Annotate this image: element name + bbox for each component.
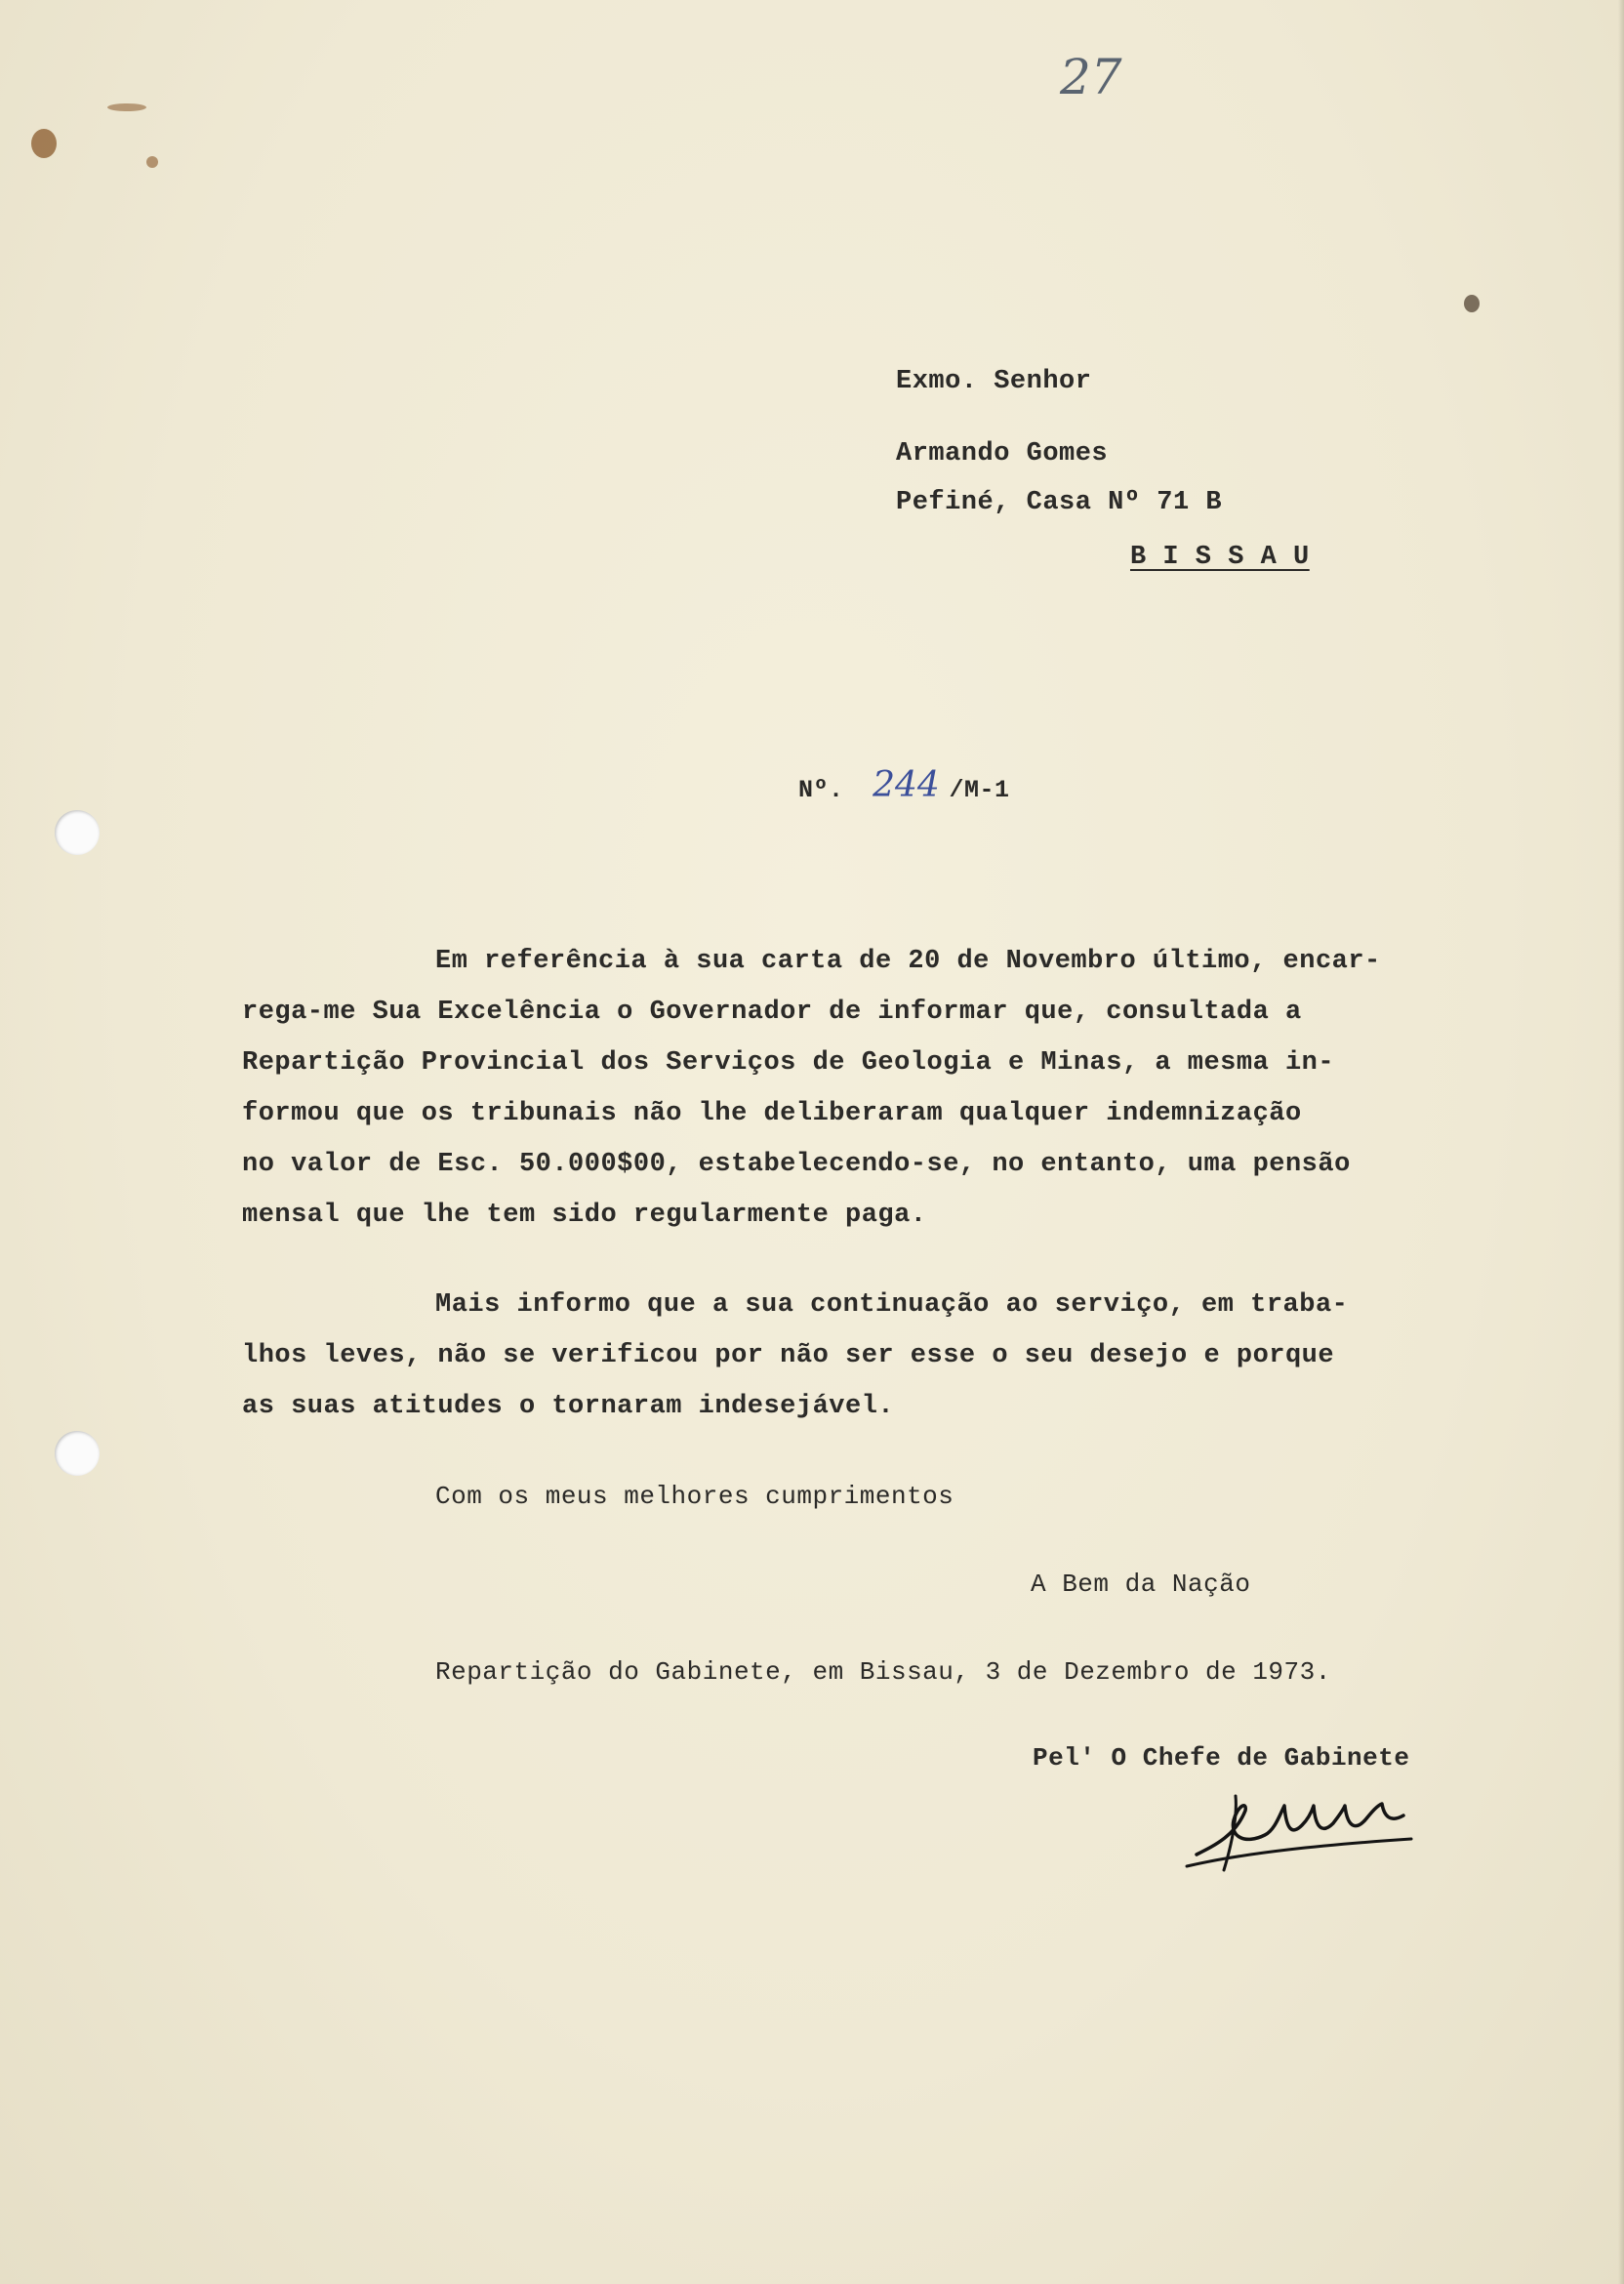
salutation: Exmo. Senhor [896, 367, 1092, 396]
reference-suffix: /M-1 [949, 776, 1010, 804]
punch-hole [55, 810, 100, 855]
paragraph-2-line-3: as suas atitudes o tornaram indesejável. [242, 1392, 895, 1421]
paragraph-2-line-2: lhos leves, não se verificou por não ser esse o seu desejo e porque [242, 1341, 1335, 1370]
rust-stain [1464, 295, 1480, 312]
reference-number: 244 [873, 765, 940, 805]
rust-stain [107, 103, 146, 111]
paragraph-2-line-1: Mais informo que a sua continuação ao serviço, em traba- [435, 1290, 1349, 1320]
closing: Com os meus melhores cumprimentos [435, 1482, 954, 1511]
place-date: Repartição do Gabinete, em Bissau, 3 de Dezembro de 1973. [435, 1657, 1331, 1687]
reference-prefix: Nº. [798, 776, 844, 804]
paragraph-1-line-1: Em referência à sua carta de 20 de Novembro último, encar- [435, 947, 1381, 976]
recipient-city: B I S S A U [1130, 543, 1310, 572]
signature-image [1177, 1776, 1431, 1884]
rust-stain [146, 156, 158, 168]
page-number: 27 [1060, 49, 1122, 105]
reference-line [798, 765, 1009, 805]
recipient-name: Armando Gomes [896, 439, 1109, 469]
recipient-address: Pefiné, Casa Nº 71 B [896, 488, 1223, 517]
paragraph-1-line-2: rega-me Sua Excelência o Governador de informar que, consultada a [242, 998, 1302, 1027]
punch-hole [55, 1431, 100, 1476]
signatory: Pel' O Chefe de Gabinete [1033, 1743, 1410, 1773]
paragraph-1-line-4: formou que os tribunais não lhe deliberaram qualquer indemnização [242, 1099, 1302, 1128]
motto: A Bem da Nação [1031, 1570, 1251, 1599]
paragraph-1-line-6: mensal que lhe tem sido regularmente paga. [242, 1201, 927, 1230]
paragraph-1-line-3: Repartição Provincial dos Serviços de Geologia e Minas, a mesma in- [242, 1048, 1335, 1078]
paragraph-1-line-5: no valor de Esc. 50.000$00, estabelecendo-se, no entanto, uma pensão [242, 1150, 1351, 1179]
rust-stain [31, 129, 57, 158]
